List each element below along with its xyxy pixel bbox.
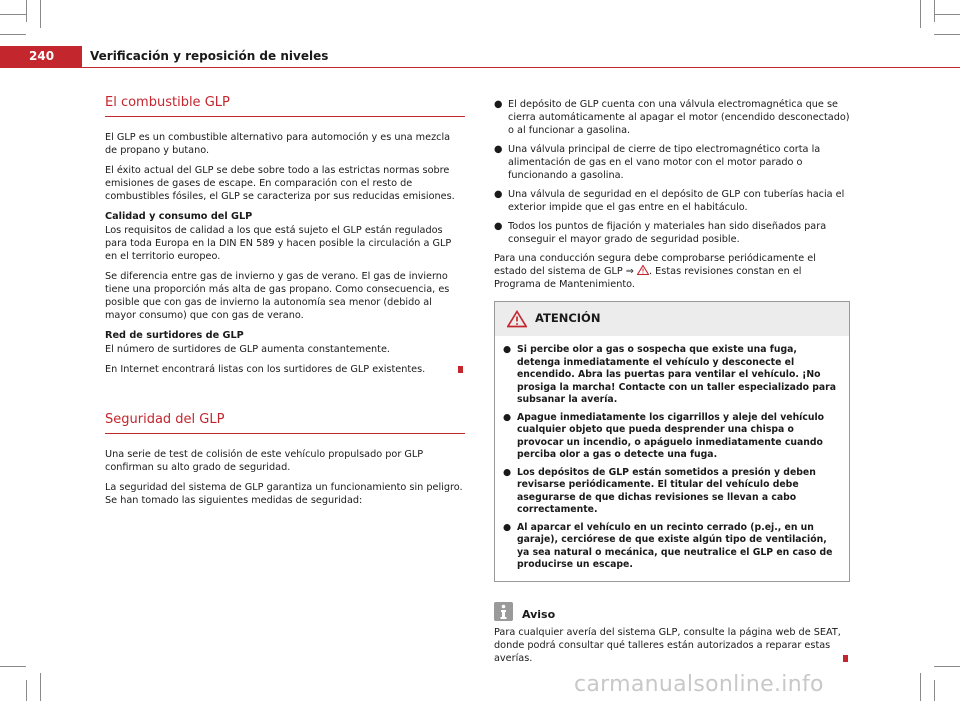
crop-mark <box>0 666 26 667</box>
warning-item-text: Los depósitos de GLP están sometidos a presión y deben revisarse periódicamente. El titular del vehículo debe asegurarse de que dichas revisiones se llevan a cabo correctamente. <box>517 466 816 515</box>
paragraph-text: En Internet encontrará listas con los surtidores de GLP existentes. <box>105 364 426 375</box>
list-item <box>494 188 850 214</box>
warning-ref-icon[interactable] <box>637 265 649 275</box>
paragraph: La seguridad del sistema de GLP garantiza un funcionamiento sin peligro. Se han tomado las siguientes medidas de seguridad: <box>105 482 463 506</box>
note-title: Aviso <box>522 607 556 621</box>
paragraph: El GLP es un combustible alternativo para automoción y es una mezcla de propano y butano. <box>105 132 451 156</box>
paragraph: Una serie de test de colisión de este vehículo propulsado por GLP confirman su alto grado de seguridad. <box>105 449 424 473</box>
bullet-icon: ● <box>494 221 503 232</box>
paragraph-check <box>494 252 850 291</box>
crop-mark <box>26 680 27 701</box>
bullet-icon: ● <box>503 521 512 533</box>
list-item-text: Una válvula de seguridad en el depósito de GLP con tuberías hacia el exterior impide que el gas entre en el habitáculo. <box>508 189 845 213</box>
crop-mark <box>920 673 921 701</box>
warning-header <box>495 302 849 336</box>
note-text: Para cualquier avería del sistema GLP, consulte la página web de SEAT, donde podrá consultar qué talleres están autorizados a reparar estas averías. <box>494 626 841 664</box>
info-note-icon <box>494 602 513 621</box>
bullet-icon: ● <box>494 144 503 155</box>
subheading-stations: Red de surtidores de GLP <box>105 330 244 341</box>
section-title-glp-safety: Seguridad del GLP <box>105 413 465 434</box>
crop-mark <box>934 0 935 22</box>
note-header <box>494 602 850 626</box>
warning-item <box>503 522 841 572</box>
list-item-text: El depósito de GLP cuenta con una válvula electromagnética que se cierra automáticamente al apagar el motor (encendido desconectado) o al funcionar a gasolina. <box>508 99 850 136</box>
bullet-icon: ● <box>494 99 503 110</box>
warning-item-text: Si percibe olor a gas o sospecha que existe una fuga, detenga inmediatamente el vehículo y desconecte el encendido. Abra las puertas para ventilar el vehículo. ¡No prosiga la marcha! Contacte con un taller especializado para subsanar la avería. <box>517 344 837 405</box>
bullet-icon: ● <box>503 411 512 423</box>
list-item-text: Todos los puntos de fijación y materiales han sido diseñados para conseguir el mayor grado de seguridad posible. <box>508 221 827 245</box>
paragraph: El éxito actual del GLP se debe sobre todo a las estrictas normas sobre emisiones de gases de escape. En comparación con el resto de combustibles fósiles, el GLP se caracteriza por sus reducidas emisiones. <box>105 165 455 202</box>
warning-box <box>494 301 850 582</box>
section-end-mark <box>458 366 463 373</box>
page-number: 240 <box>29 49 55 63</box>
warning-title: ATENCIÓN <box>535 311 601 325</box>
warning-item-text: Apague inmediatamente los cigarrillos y aleje del vehículo cualquier objeto que pueda desprender una chispa o provocar un incendio, o apáguelo inmediatamente cuando perciba olor a gas o detecte una fuga. <box>517 411 825 460</box>
paragraph: El número de surtidores de GLP aumenta constantemente. <box>105 344 391 355</box>
crop-mark <box>920 0 921 28</box>
section-title-glp-fuel: El combustible GLP <box>105 96 465 117</box>
warning-item <box>503 412 841 462</box>
left-column <box>105 96 465 514</box>
watermark: carmanualsonline.info <box>574 672 824 697</box>
list-item-text: Una válvula principal de cierre de tipo electromagnético corta la alimentación de gas en el vano motor con el motor parado o funcionando a gasolina. <box>508 144 821 181</box>
crop-mark <box>934 666 960 667</box>
warning-item-text: Al aparcar el vehículo en un recinto cerrado (p.ej., en un garaje), cerciórese de que existe algún tipo de ventilación, ya sea natural o mecánica, que neutralice el GLP en caso de producirse un escape. <box>517 521 833 570</box>
warning-body <box>495 336 849 581</box>
list-item <box>494 143 850 182</box>
crop-mark <box>40 673 41 701</box>
paragraph: Los requisitos de calidad a los que está sujeto el GLP están regulados para toda Europa en la DIN EN 589 y hacen posible la circulación a GLP en el territorio europeo. <box>105 225 452 262</box>
warning-triangle-icon <box>507 310 527 328</box>
paragraph-text: Para una conducción segura debe comprobarse periódicamente el estado del sistema de GLP <box>494 253 816 277</box>
paragraph-text: . Estas revisiones constan en el Programa de Mantenimiento. <box>494 266 802 290</box>
chapter-title: Verificación y reposición de niveles <box>90 49 329 63</box>
crop-mark <box>934 14 960 15</box>
list-item <box>494 220 850 246</box>
paragraph-with-end-mark <box>105 363 465 376</box>
note-paragraph <box>494 626 850 665</box>
crop-mark <box>934 34 960 35</box>
reference-arrow[interactable]: ⇒ <box>625 266 634 277</box>
section-end-mark <box>843 655 848 662</box>
crop-mark <box>0 34 26 35</box>
subheading-quality: Calidad y consumo del GLP <box>105 211 253 222</box>
warning-item <box>503 467 841 517</box>
bullet-icon: ● <box>503 466 512 478</box>
header-rule <box>82 67 960 68</box>
paragraph: Se diferencia entre gas de invierno y gas de verano. El gas de invierno tiene una proporción más alta de gas propano. Como consecuencia, es posible que con gas de invierno la autonomía sea menor (debido al mayor consumo) que con gas de verano. <box>105 271 450 321</box>
crop-mark <box>26 0 27 22</box>
crop-mark <box>934 680 935 701</box>
crop-mark <box>0 14 26 15</box>
bullet-icon: ● <box>503 344 512 355</box>
warning-item <box>503 344 841 407</box>
list-item <box>494 98 850 137</box>
bullet-icon: ● <box>494 189 503 200</box>
right-column <box>494 98 850 672</box>
crop-mark <box>40 0 41 28</box>
